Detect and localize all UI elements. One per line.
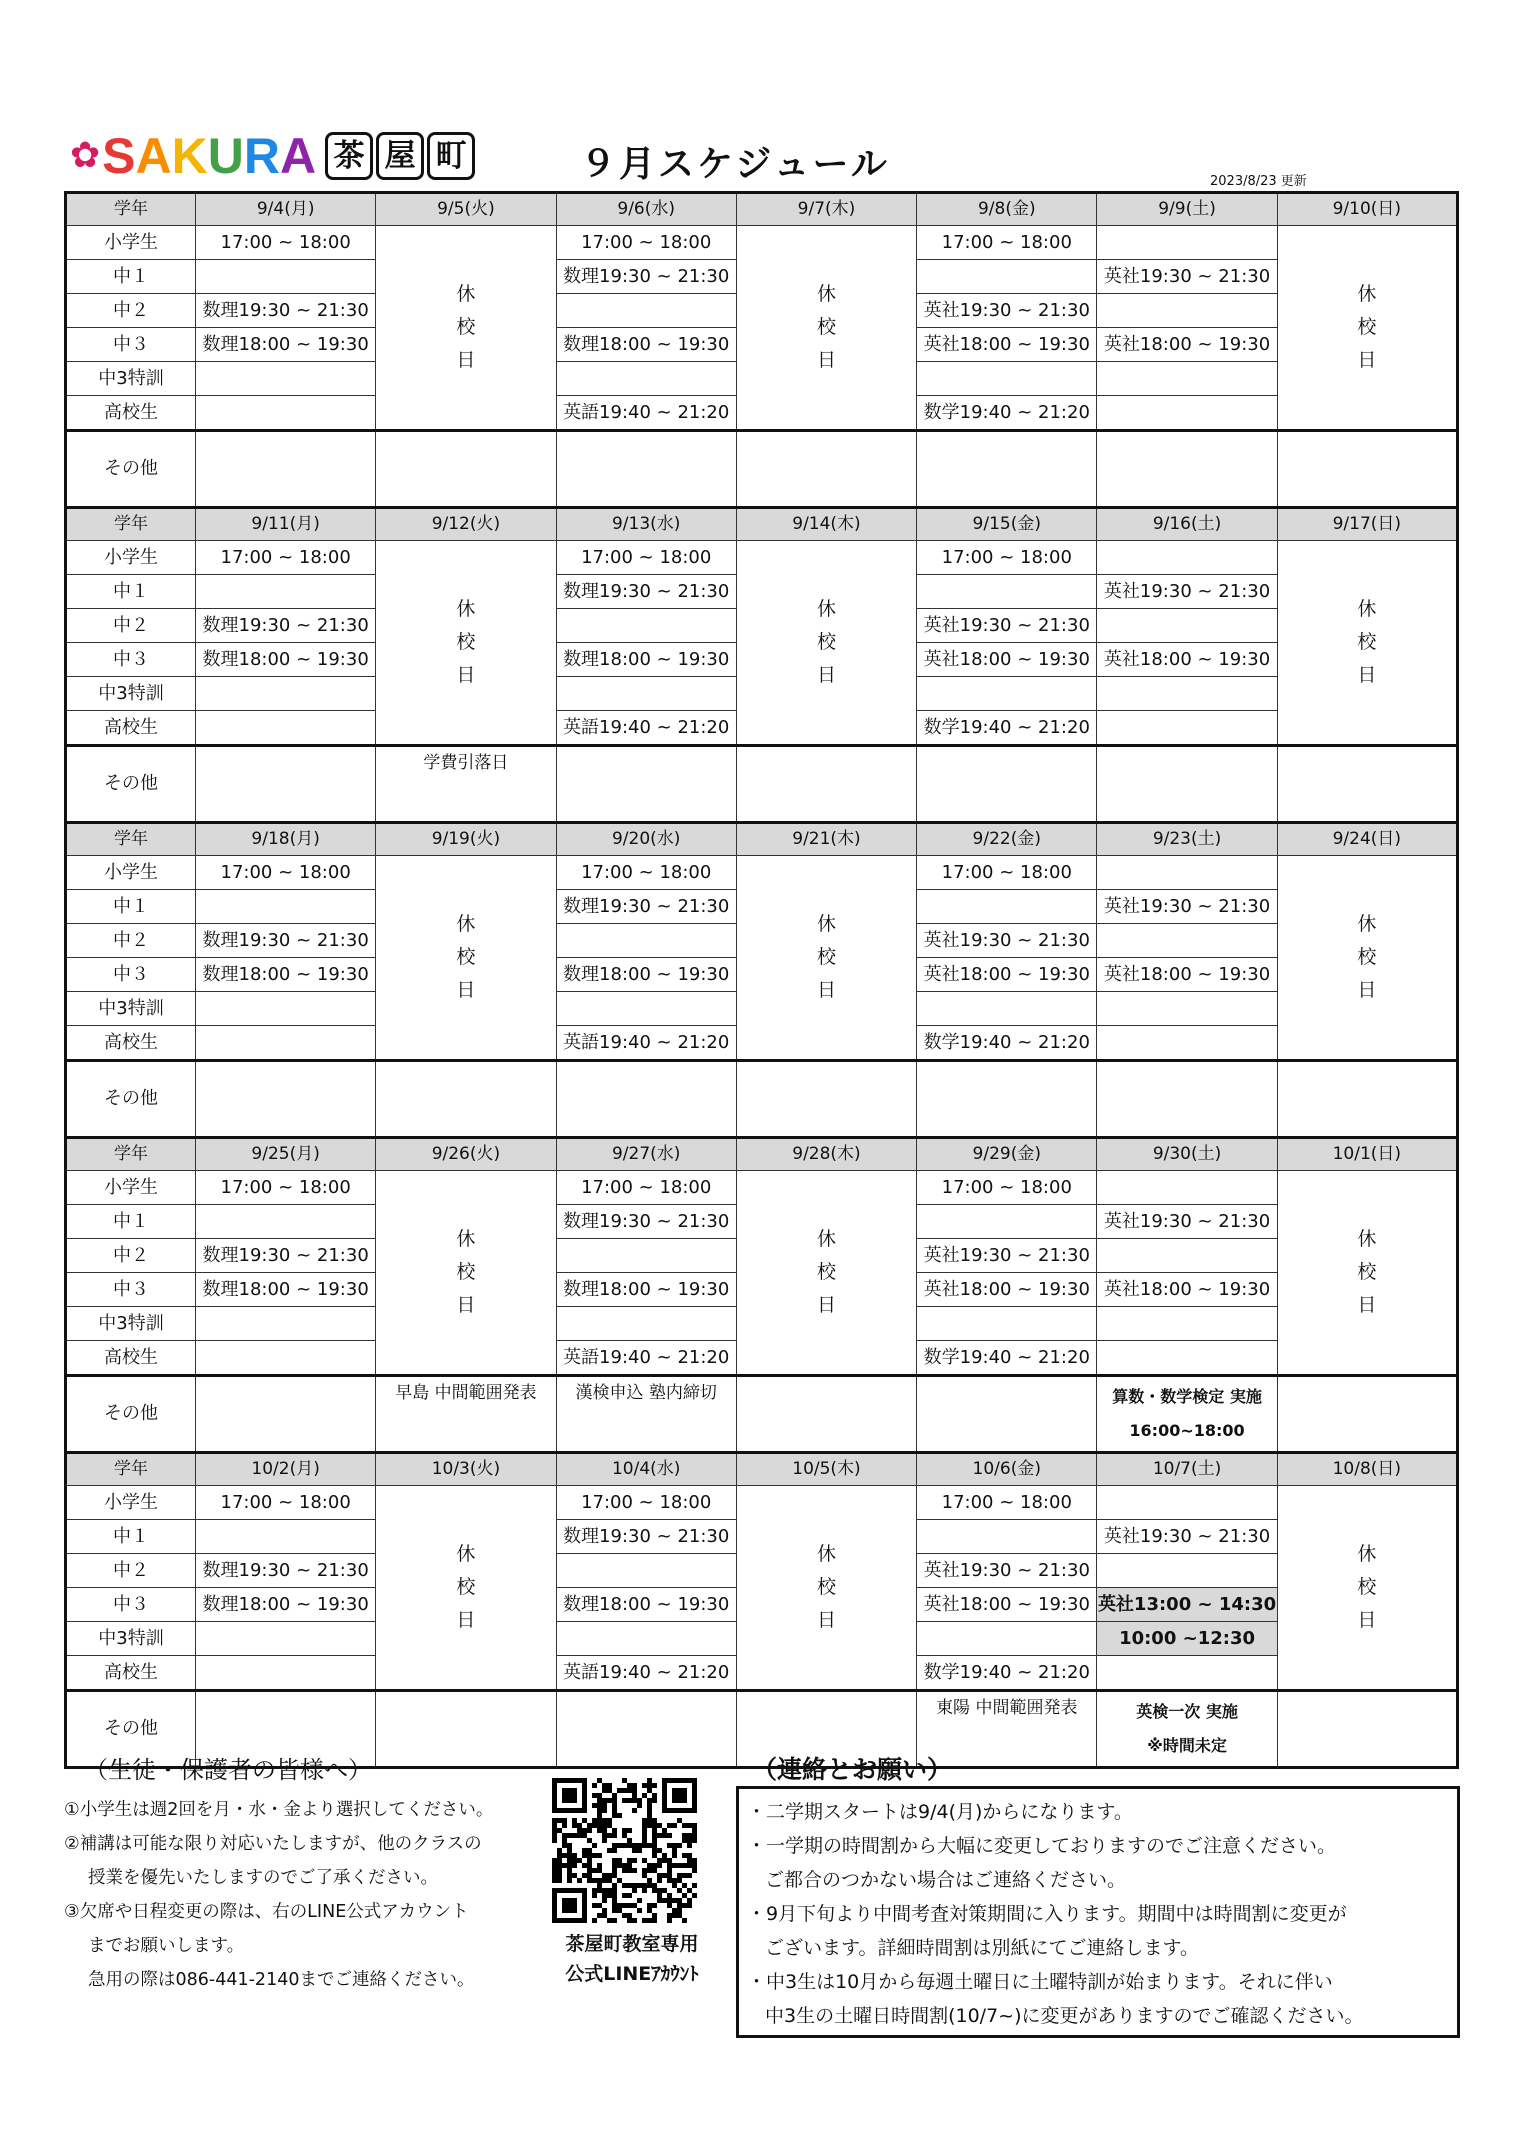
class-time-cell xyxy=(556,1554,736,1588)
class-time-cell: 17:00 ~ 18:00 xyxy=(196,856,376,890)
closed-day-cell: 休 校 日 xyxy=(1277,541,1457,746)
class-time-cell: 17:00 ~ 18:00 xyxy=(917,226,1097,260)
logo-wordmark xyxy=(102,128,317,184)
day-header: 9/20(水) xyxy=(556,823,736,856)
other-note-cell: 学費引落日 xyxy=(376,746,556,823)
grade-label: 中3特訓 xyxy=(66,992,196,1026)
class-time-cell: 17:00 ~ 18:00 xyxy=(917,1486,1097,1520)
grade-label: 中3特訓 xyxy=(66,1622,196,1656)
contact-line: ご都合のつかない場合はご連絡ください。 xyxy=(765,1869,1127,1891)
class-time-cell xyxy=(1097,362,1277,396)
other-row xyxy=(66,431,1458,508)
class-time-cell: 17:00 ~ 18:00 xyxy=(917,541,1097,575)
class-time-cell xyxy=(917,677,1097,711)
day-header: 9/30(土) xyxy=(1097,1138,1277,1171)
contact-title: （連絡とお願い） xyxy=(752,1755,953,1784)
sakura-flower-icon: ✿ xyxy=(70,135,101,176)
other-label: その他 xyxy=(66,1061,196,1138)
page-title: ９月スケジュール xyxy=(580,144,890,185)
class-time-cell xyxy=(196,1307,376,1341)
class-time-cell xyxy=(556,1622,736,1656)
other-note-cell xyxy=(196,1061,376,1138)
class-time-cell xyxy=(1097,1554,1277,1588)
class-time-cell: 17:00 ~ 18:00 xyxy=(556,1486,736,1520)
class-time-cell xyxy=(196,396,376,431)
class-time-cell: 英社19:30 ~ 21:30 xyxy=(1097,575,1277,609)
grade-label: 高校生 xyxy=(66,711,196,746)
class-time-cell: 英語19:40 ~ 21:20 xyxy=(556,1656,736,1691)
class-time-cell xyxy=(196,711,376,746)
class-time-cell xyxy=(556,609,736,643)
other-note-cell xyxy=(376,1061,556,1138)
class-time-cell xyxy=(1097,992,1277,1026)
logo-letter: R xyxy=(243,128,280,184)
other-note-cell xyxy=(1097,746,1277,823)
day-header: 9/5(火) xyxy=(376,193,556,226)
contact-line: ・中3生は10月から毎週土曜日に土曜特訓が始まります。それに伴い xyxy=(747,1971,1333,1993)
other-note-cell xyxy=(1277,431,1457,508)
grade-label: 中２ xyxy=(66,924,196,958)
students-notice-line: ②補講は可能な限り対応いたしますが、他のクラスの xyxy=(64,1834,482,1854)
class-time-cell: 17:00 ~ 18:00 xyxy=(556,856,736,890)
day-header: 9/8(金) xyxy=(917,193,1097,226)
students-notice-line: ①小学生は週2回を月・水・金より選択してください。 xyxy=(64,1800,494,1820)
class-time-cell xyxy=(196,890,376,924)
logo-letter: U xyxy=(207,128,244,184)
class-time-cell: 数学19:40 ~ 21:20 xyxy=(917,1341,1097,1376)
grade-label: 中１ xyxy=(66,260,196,294)
class-time-cell: 数学19:40 ~ 21:20 xyxy=(917,711,1097,746)
closed-day-cell: 休 校 日 xyxy=(736,856,916,1061)
day-header: 9/10(日) xyxy=(1277,193,1457,226)
other-note-cell xyxy=(736,1061,916,1138)
grade-label: 学年 xyxy=(66,508,196,541)
class-time-cell xyxy=(196,1026,376,1061)
class-time-cell: 英語19:40 ~ 21:20 xyxy=(556,1026,736,1061)
contact-line: ・一学期の時間割から大幅に変更しておりますのでご注意ください。 xyxy=(747,1835,1337,1857)
day-header: 9/16(土) xyxy=(1097,508,1277,541)
class-time-cell: 英社19:30 ~ 21:30 xyxy=(917,924,1097,958)
other-note-cell xyxy=(196,431,376,508)
class-time-cell xyxy=(196,575,376,609)
day-header: 10/6(金) xyxy=(917,1453,1097,1486)
class-time-cell: 17:00 ~ 18:00 xyxy=(556,1171,736,1205)
class-time-cell xyxy=(917,260,1097,294)
class-time-cell xyxy=(917,362,1097,396)
class-time-cell xyxy=(917,1520,1097,1554)
day-header: 9/18(月) xyxy=(196,823,376,856)
grade-row xyxy=(66,856,1458,890)
grade-label: 中３ xyxy=(66,1273,196,1307)
class-time-cell xyxy=(917,890,1097,924)
class-time-cell: 英社19:30 ~ 21:30 xyxy=(1097,260,1277,294)
class-time-cell: 英社18:00 ~ 19:30 xyxy=(1097,1273,1277,1307)
logo xyxy=(70,130,475,182)
class-time-cell: 数理18:00 ~ 19:30 xyxy=(196,958,376,992)
other-note-cell: 早島 中間範囲発表 xyxy=(376,1376,556,1453)
contact-line: ・二学期スタートは9/4(月)からになります。 xyxy=(747,1801,1133,1823)
class-time-cell: 英社18:00 ~ 19:30 xyxy=(1097,328,1277,362)
class-time-cell xyxy=(1097,1656,1277,1691)
students-notice xyxy=(64,1750,534,1997)
class-time-cell: 英社19:30 ~ 21:30 xyxy=(1097,890,1277,924)
other-note-cell: 算数・数学検定 実施 16:00~18:00 xyxy=(1097,1376,1277,1453)
logo-letter: A xyxy=(135,128,172,184)
class-time-cell xyxy=(556,1239,736,1273)
grade-label: 高校生 xyxy=(66,1341,196,1376)
class-time-cell: 17:00 ~ 18:00 xyxy=(556,226,736,260)
class-time-cell xyxy=(196,1656,376,1691)
class-time-cell xyxy=(1097,1026,1277,1061)
class-time-cell: 英社19:30 ~ 21:30 xyxy=(917,609,1097,643)
class-time-cell: 数理18:00 ~ 19:30 xyxy=(196,1273,376,1307)
class-time-cell: 数理19:30 ~ 21:30 xyxy=(196,1554,376,1588)
day-header: 10/7(土) xyxy=(1097,1453,1277,1486)
day-header: 9/9(土) xyxy=(1097,193,1277,226)
week-header-row xyxy=(66,193,1458,226)
closed-day-cell: 休 校 日 xyxy=(1277,856,1457,1061)
grade-label: 小学生 xyxy=(66,226,196,260)
other-note-cell xyxy=(736,431,916,508)
grade-label: 中２ xyxy=(66,1239,196,1273)
grade-label: 小学生 xyxy=(66,1486,196,1520)
day-header: 9/22(金) xyxy=(917,823,1097,856)
class-time-cell xyxy=(1097,294,1277,328)
grade-label: 学年 xyxy=(66,1138,196,1171)
class-time-cell: 17:00 ~ 18:00 xyxy=(196,226,376,260)
class-time-cell: 数理19:30 ~ 21:30 xyxy=(556,1205,736,1239)
class-time-cell: 英社18:00 ~ 19:30 xyxy=(917,958,1097,992)
closed-day-cell: 休 校 日 xyxy=(1277,226,1457,431)
other-note-cell xyxy=(556,1061,736,1138)
class-time-cell: 17:00 ~ 18:00 xyxy=(917,856,1097,890)
grade-label: 中3特訓 xyxy=(66,1307,196,1341)
class-time-cell xyxy=(1097,924,1277,958)
class-time-cell xyxy=(1097,226,1277,260)
class-time-cell xyxy=(556,362,736,396)
class-time-cell: 英社19:30 ~ 21:30 xyxy=(1097,1520,1277,1554)
grade-label: 中３ xyxy=(66,328,196,362)
other-note-cell: 東陽 中間範囲発表 xyxy=(917,1691,1097,1768)
class-time-cell: 17:00 ~ 18:00 xyxy=(917,1171,1097,1205)
grade-label: 高校生 xyxy=(66,396,196,431)
class-time-cell: 数理18:00 ~ 19:30 xyxy=(196,328,376,362)
class-time-cell: 数理19:30 ~ 21:30 xyxy=(196,1239,376,1273)
other-label: その他 xyxy=(66,431,196,508)
week-header-row xyxy=(66,508,1458,541)
grade-label: 小学生 xyxy=(66,856,196,890)
class-time-cell: 数理19:30 ~ 21:30 xyxy=(556,575,736,609)
other-note-cell xyxy=(917,746,1097,823)
closed-day-cell: 休 校 日 xyxy=(376,1486,556,1691)
grade-label: 中１ xyxy=(66,890,196,924)
class-time-cell: 数理19:30 ~ 21:30 xyxy=(196,924,376,958)
class-time-cell: 英語19:40 ~ 21:20 xyxy=(556,1341,736,1376)
day-header: 9/21(木) xyxy=(736,823,916,856)
closed-day-cell: 休 校 日 xyxy=(736,541,916,746)
class-time-cell xyxy=(196,1622,376,1656)
students-notice-line: までお願いします。 xyxy=(88,1936,245,1956)
class-time-cell: 英社18:00 ~ 19:30 xyxy=(917,1588,1097,1622)
other-note-cell xyxy=(917,1376,1097,1453)
grade-label: 高校生 xyxy=(66,1026,196,1061)
other-label: その他 xyxy=(66,1691,196,1768)
class-time-cell: 英語19:40 ~ 21:20 xyxy=(556,711,736,746)
grade-label: 学年 xyxy=(66,823,196,856)
class-time-cell xyxy=(1097,1307,1277,1341)
qr-caption: 茶屋町教室専用 xyxy=(565,1933,699,1955)
class-time-cell xyxy=(556,992,736,1026)
class-time-cell xyxy=(196,1520,376,1554)
closed-day-cell: 休 校 日 xyxy=(736,226,916,431)
closed-day-cell: 休 校 日 xyxy=(736,1171,916,1376)
day-header: 10/3(火) xyxy=(376,1453,556,1486)
grade-label: 中１ xyxy=(66,575,196,609)
day-header: 9/14(木) xyxy=(736,508,916,541)
class-time-cell: 10:00 ~12:30 xyxy=(1097,1622,1277,1656)
students-notice-line: 授業を優先いたしますのでご了承ください。 xyxy=(88,1868,438,1888)
contact-line: ・9月下旬より中間考査対策期間に入ります。期間中は時間割に変更が xyxy=(747,1903,1347,1925)
class-time-cell xyxy=(1097,677,1277,711)
class-time-cell: 数理19:30 ~ 21:30 xyxy=(196,609,376,643)
other-note-cell xyxy=(556,1691,736,1768)
logo-kanji-boxes xyxy=(322,132,475,180)
day-header: 9/17(日) xyxy=(1277,508,1457,541)
class-time-cell: 17:00 ~ 18:00 xyxy=(556,541,736,575)
grade-label: 小学生 xyxy=(66,1171,196,1205)
logo-kanji: 屋 xyxy=(376,132,424,180)
grade-label: 学年 xyxy=(66,1453,196,1486)
day-header: 9/28(木) xyxy=(736,1138,916,1171)
class-time-cell: 17:00 ~ 18:00 xyxy=(196,1486,376,1520)
logo-letter: A xyxy=(279,128,317,184)
grade-row xyxy=(66,541,1458,575)
closed-day-cell: 休 校 日 xyxy=(376,856,556,1061)
closed-day-cell: 休 校 日 xyxy=(376,226,556,431)
students-notice-line: ③欠席や日程変更の際は、右のLINE公式アカウント xyxy=(64,1902,469,1922)
class-time-cell: 英社18:00 ~ 19:30 xyxy=(917,1273,1097,1307)
day-header: 9/26(火) xyxy=(376,1138,556,1171)
week-header-row xyxy=(66,1453,1458,1486)
students-notice-title: （生徒・保護者の皆様へ） xyxy=(84,1756,372,1784)
grade-label: 高校生 xyxy=(66,1656,196,1691)
logo-kanji: 茶 xyxy=(325,132,373,180)
grade-label: 小学生 xyxy=(66,541,196,575)
students-notice-line: 急用の際は086-441-2140までご連絡ください。 xyxy=(88,1970,475,1990)
class-time-cell: 数理19:30 ~ 21:30 xyxy=(556,260,736,294)
other-note-cell xyxy=(1277,1691,1457,1768)
other-note-cell xyxy=(736,746,916,823)
closed-day-cell: 休 校 日 xyxy=(376,541,556,746)
class-time-cell: 英社18:00 ~ 19:30 xyxy=(1097,958,1277,992)
other-note-cell xyxy=(556,431,736,508)
class-time-cell xyxy=(196,992,376,1026)
qr-caption: 公式LINEｱｶｳﾝﾄ xyxy=(565,1963,699,1985)
class-time-cell: 17:00 ~ 18:00 xyxy=(196,541,376,575)
other-note-cell: 漢検申込 塾内締切 xyxy=(556,1376,736,1453)
grade-label: 中２ xyxy=(66,294,196,328)
week-header-row xyxy=(66,1138,1458,1171)
day-header: 10/1(日) xyxy=(1277,1138,1457,1171)
class-time-cell xyxy=(1097,396,1277,431)
class-time-cell: 英語19:40 ~ 21:20 xyxy=(556,396,736,431)
class-time-cell: 英社13:00 ~ 14:30 xyxy=(1097,1588,1277,1622)
class-time-cell xyxy=(556,924,736,958)
class-time-cell: 数理18:00 ~ 19:30 xyxy=(196,643,376,677)
grade-label: 中3特訓 xyxy=(66,362,196,396)
class-time-cell: 英社19:30 ~ 21:30 xyxy=(1097,1205,1277,1239)
other-row xyxy=(66,746,1458,823)
grade-label: 中１ xyxy=(66,1205,196,1239)
grade-label: 中3特訓 xyxy=(66,677,196,711)
grade-label: 中３ xyxy=(66,643,196,677)
class-time-cell xyxy=(1097,541,1277,575)
grade-label: 中２ xyxy=(66,609,196,643)
class-time-cell: 数理18:00 ~ 19:30 xyxy=(556,1588,736,1622)
class-time-cell xyxy=(196,677,376,711)
day-header: 10/8(日) xyxy=(1277,1453,1457,1486)
closed-day-cell: 休 校 日 xyxy=(376,1171,556,1376)
logo-letter: K xyxy=(171,128,208,184)
class-time-cell xyxy=(1097,1171,1277,1205)
grade-label: 中３ xyxy=(66,1588,196,1622)
class-time-cell xyxy=(917,575,1097,609)
other-row xyxy=(66,1376,1458,1453)
other-note-cell xyxy=(376,431,556,508)
day-header: 9/29(金) xyxy=(917,1138,1097,1171)
class-time-cell: 数理19:30 ~ 21:30 xyxy=(556,890,736,924)
day-header: 9/7(木) xyxy=(736,193,916,226)
class-time-cell: 英社18:00 ~ 19:30 xyxy=(917,643,1097,677)
other-note-cell xyxy=(736,1376,916,1453)
class-time-cell: 英社19:30 ~ 21:30 xyxy=(917,294,1097,328)
class-time-cell xyxy=(1097,856,1277,890)
class-time-cell: 数理18:00 ~ 19:30 xyxy=(556,643,736,677)
other-note-cell xyxy=(917,431,1097,508)
day-header: 10/4(水) xyxy=(556,1453,736,1486)
logo-letter: S xyxy=(102,128,136,184)
other-row xyxy=(66,1061,1458,1138)
class-time-cell: 数理19:30 ~ 21:30 xyxy=(196,294,376,328)
class-time-cell: 英社19:30 ~ 21:30 xyxy=(917,1239,1097,1273)
grade-label: 中１ xyxy=(66,1520,196,1554)
class-time-cell: 数学19:40 ~ 21:20 xyxy=(917,396,1097,431)
closed-day-cell: 休 校 日 xyxy=(1277,1486,1457,1691)
class-time-cell xyxy=(917,1307,1097,1341)
closed-day-cell: 休 校 日 xyxy=(736,1486,916,1691)
day-header: 9/15(金) xyxy=(917,508,1097,541)
grade-label: 中３ xyxy=(66,958,196,992)
class-time-cell xyxy=(1097,609,1277,643)
day-header: 9/27(水) xyxy=(556,1138,736,1171)
day-header: 9/19(火) xyxy=(376,823,556,856)
day-header: 9/23(土) xyxy=(1097,823,1277,856)
day-header: 9/4(月) xyxy=(196,193,376,226)
other-note-cell xyxy=(1277,1061,1457,1138)
other-note-cell xyxy=(1097,431,1277,508)
class-time-cell: 数理18:00 ~ 19:30 xyxy=(556,328,736,362)
class-time-cell xyxy=(1097,1341,1277,1376)
class-time-cell xyxy=(1097,711,1277,746)
day-header: 10/2(月) xyxy=(196,1453,376,1486)
grade-row xyxy=(66,1171,1458,1205)
class-time-cell xyxy=(556,294,736,328)
other-note-cell xyxy=(1277,1376,1457,1453)
grade-row xyxy=(66,226,1458,260)
qr-code-icon[interactable] xyxy=(552,1778,712,1923)
class-time-cell xyxy=(917,992,1097,1026)
other-note-cell xyxy=(196,746,376,823)
other-note-cell xyxy=(196,1376,376,1453)
other-note-cell xyxy=(556,746,736,823)
class-time-cell xyxy=(917,1622,1097,1656)
class-time-cell xyxy=(556,1307,736,1341)
other-label: その他 xyxy=(66,1376,196,1453)
class-time-cell: 数学19:40 ~ 21:20 xyxy=(917,1026,1097,1061)
day-header: 9/11(月) xyxy=(196,508,376,541)
class-time-cell: 17:00 ~ 18:00 xyxy=(196,1171,376,1205)
other-note-cell xyxy=(1097,1061,1277,1138)
class-time-cell xyxy=(917,1205,1097,1239)
class-time-cell: 英社18:00 ~ 19:30 xyxy=(1097,643,1277,677)
grade-label: 学年 xyxy=(66,193,196,226)
grade-row xyxy=(66,1486,1458,1520)
class-time-cell: 数学19:40 ~ 21:20 xyxy=(917,1656,1097,1691)
other-label: その他 xyxy=(66,746,196,823)
other-note-cell xyxy=(1277,746,1457,823)
class-time-cell: 英社18:00 ~ 19:30 xyxy=(917,328,1097,362)
week-header-row xyxy=(66,823,1458,856)
updated-date: 2023/8/23 更新 xyxy=(1210,174,1307,189)
class-time-cell xyxy=(196,260,376,294)
class-time-cell xyxy=(196,1205,376,1239)
class-time-cell: 数理18:00 ~ 19:30 xyxy=(556,958,736,992)
day-header: 9/12(火) xyxy=(376,508,556,541)
class-time-cell xyxy=(196,1341,376,1376)
other-note-cell xyxy=(917,1061,1097,1138)
day-header: 9/6(水) xyxy=(556,193,736,226)
closed-day-cell: 休 校 日 xyxy=(1277,1171,1457,1376)
grade-label: 中２ xyxy=(66,1554,196,1588)
class-time-cell: 数理19:30 ~ 21:30 xyxy=(556,1520,736,1554)
class-time-cell xyxy=(1097,1486,1277,1520)
contact-box xyxy=(736,1786,1460,2038)
line-account-qr[interactable] xyxy=(552,1778,712,1989)
class-time-cell: 数理18:00 ~ 19:30 xyxy=(196,1588,376,1622)
day-header: 9/25(月) xyxy=(196,1138,376,1171)
class-time-cell xyxy=(556,677,736,711)
class-time-cell xyxy=(1097,1239,1277,1273)
class-time-cell: 英社19:30 ~ 21:30 xyxy=(917,1554,1097,1588)
day-header: 9/24(日) xyxy=(1277,823,1457,856)
contact-line: ございます。詳細時間割は別紙にてご連絡します。 xyxy=(765,1937,1199,1959)
day-header: 10/5(木) xyxy=(736,1453,916,1486)
schedule-table xyxy=(64,191,1459,1769)
contact-line: 中3生の土曜日時間割(10/7~)に変更がありますのでご確認ください。 xyxy=(765,2005,1364,2027)
day-header: 9/13(水) xyxy=(556,508,736,541)
other-note-cell: 英検一次 実施 ※時間未定 xyxy=(1097,1691,1277,1768)
class-time-cell: 数理18:00 ~ 19:30 xyxy=(556,1273,736,1307)
class-time-cell xyxy=(196,362,376,396)
logo-kanji: 町 xyxy=(427,132,475,180)
